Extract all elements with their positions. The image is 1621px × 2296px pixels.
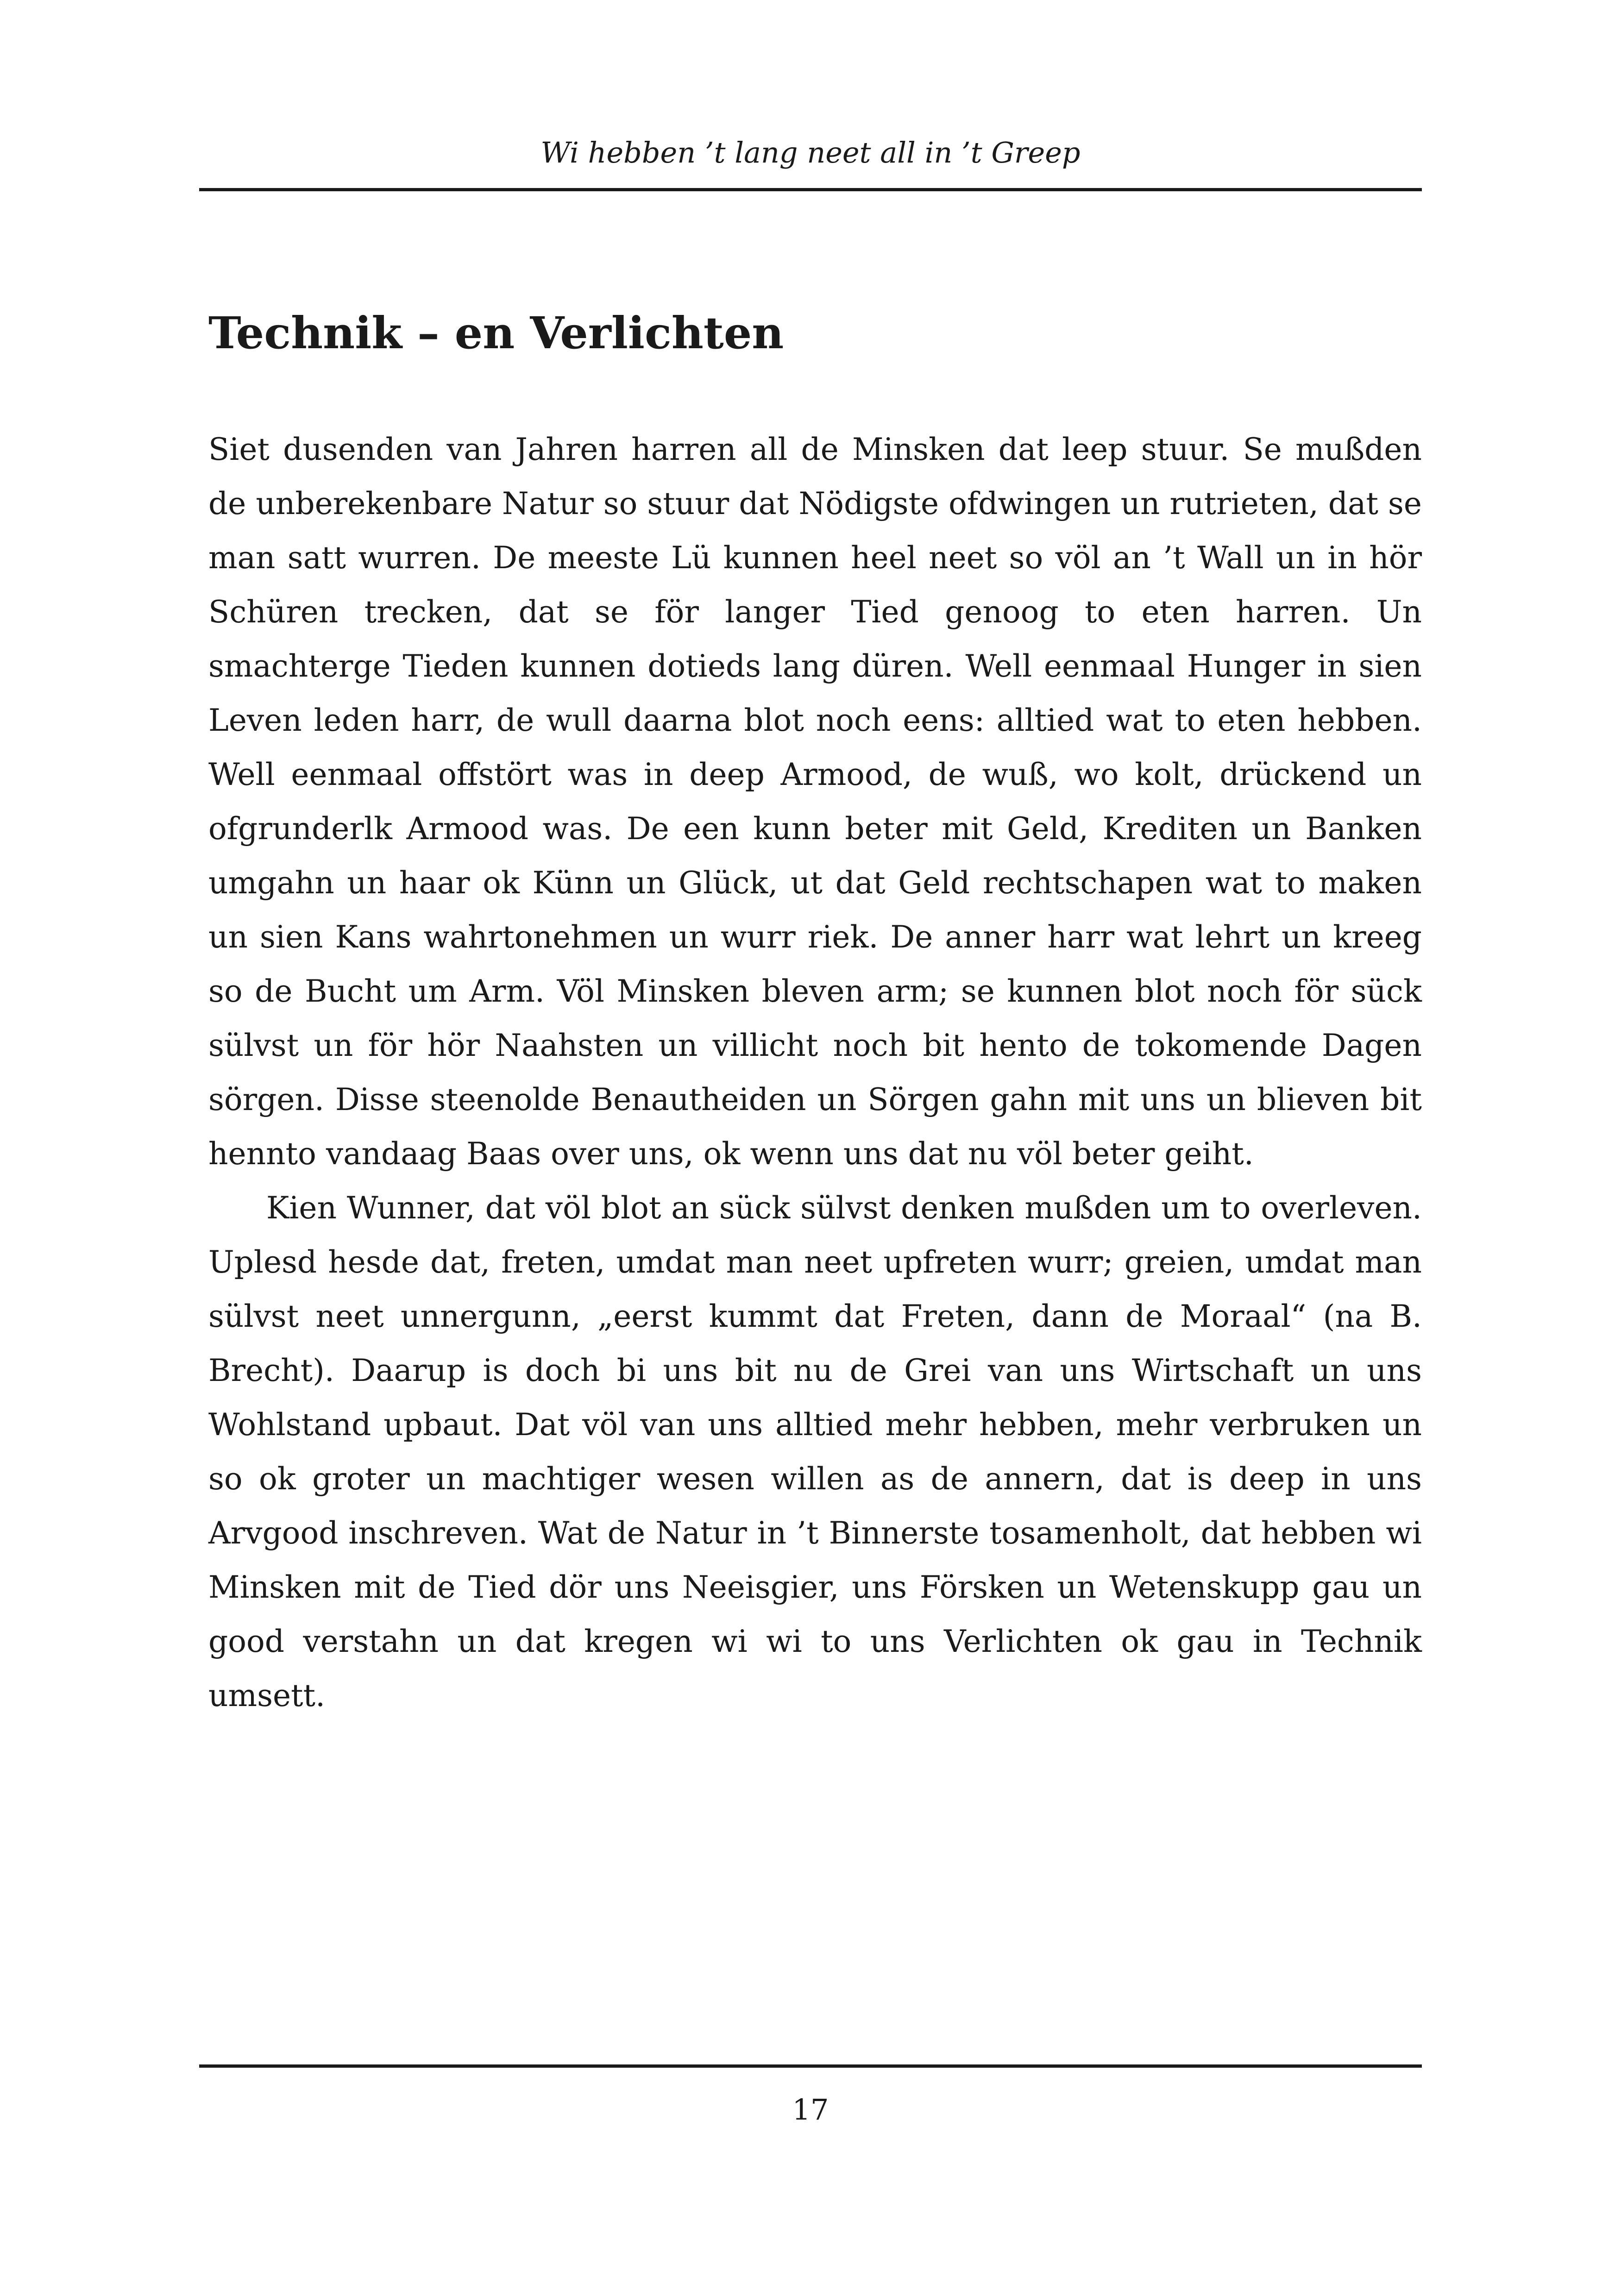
chapter-title: Technik – en Verlichten <box>208 307 784 359</box>
header-rule <box>199 188 1422 191</box>
paragraph: Kien Wunner, dat völ blot an sück sülvst denken mußden um to overleven. Uplesd hesde dat, freten, umdat man neet upfreten wurr; greien, umdat man sülvst neet unnergunn, „eerst kummt dat Freten, dann de Moraal“ (na B. Brecht). Daarup is doch bi uns bit nu de Grei van uns Wirtschaft un uns Wohlstand upbaut. Dat völ van uns alltied mehr hebben, mehr verbruken un so ok groter un machtiger wesen willen as de annern, dat is deep in uns Arvgood inschreven. Wat de Natur in ’t Binnerste tosamenholt, dat hebben wi Minsken mit de Tied dör uns Neeisgier, uns Försken un Wetenskupp gau un good verstahn un dat kregen wi wi to uns Verlichten ok gau in Technik umsett. <box>208 1190 1422 1713</box>
page-number: 17 <box>792 2093 829 2127</box>
running-header-title: Wi hebben ’t lang neet all in ’t Greep <box>540 136 1081 169</box>
paragraph: Siet dusenden van Jahren harren all de Minsken dat leep stuur. Se mußden de unberekenbare Natur so stuur dat Nödigste ofdwingen un rutrieten, dat se man satt wurren. De meeste Lü kunnen heel neet so völ an ’t Wall un in hör Schüren trecken, dat se för langer Tied genoog to eten harren. Un smachterge Tieden kunnen dotieds lang düren. Well eenmaal Hunger in sien Leven leden harr, de wull daarna blot noch eens: alltied wat to eten hebben. Well eenmaal offstört was in deep Armood, de wuß, wo kolt, drückend un ofgrunderlk Armood was. De een kunn beter mit Geld, Krediten un Banken umgahn un haar ok Künn un Glück, ut dat Geld rechtschapen wat to maken un sien Kans wahrtonehmen un wurr riek. De anner harr wat lehrt un kreeg so de Bucht um Arm. Völ Minsken bleven arm; se kunnen blot noch för sück sülvst un för hör Naahsten un villicht noch bit hento de tokomende Dagen sörgen. Disse steenolde Benautheiden un Sörgen gahn mit uns un blieven bit hennto vandaag Baas over uns, ok wenn uns dat nu völ beter geiht. <box>208 432 1422 1172</box>
body-text <box>208 422 1422 1723</box>
footer-rule <box>199 2064 1422 2068</box>
